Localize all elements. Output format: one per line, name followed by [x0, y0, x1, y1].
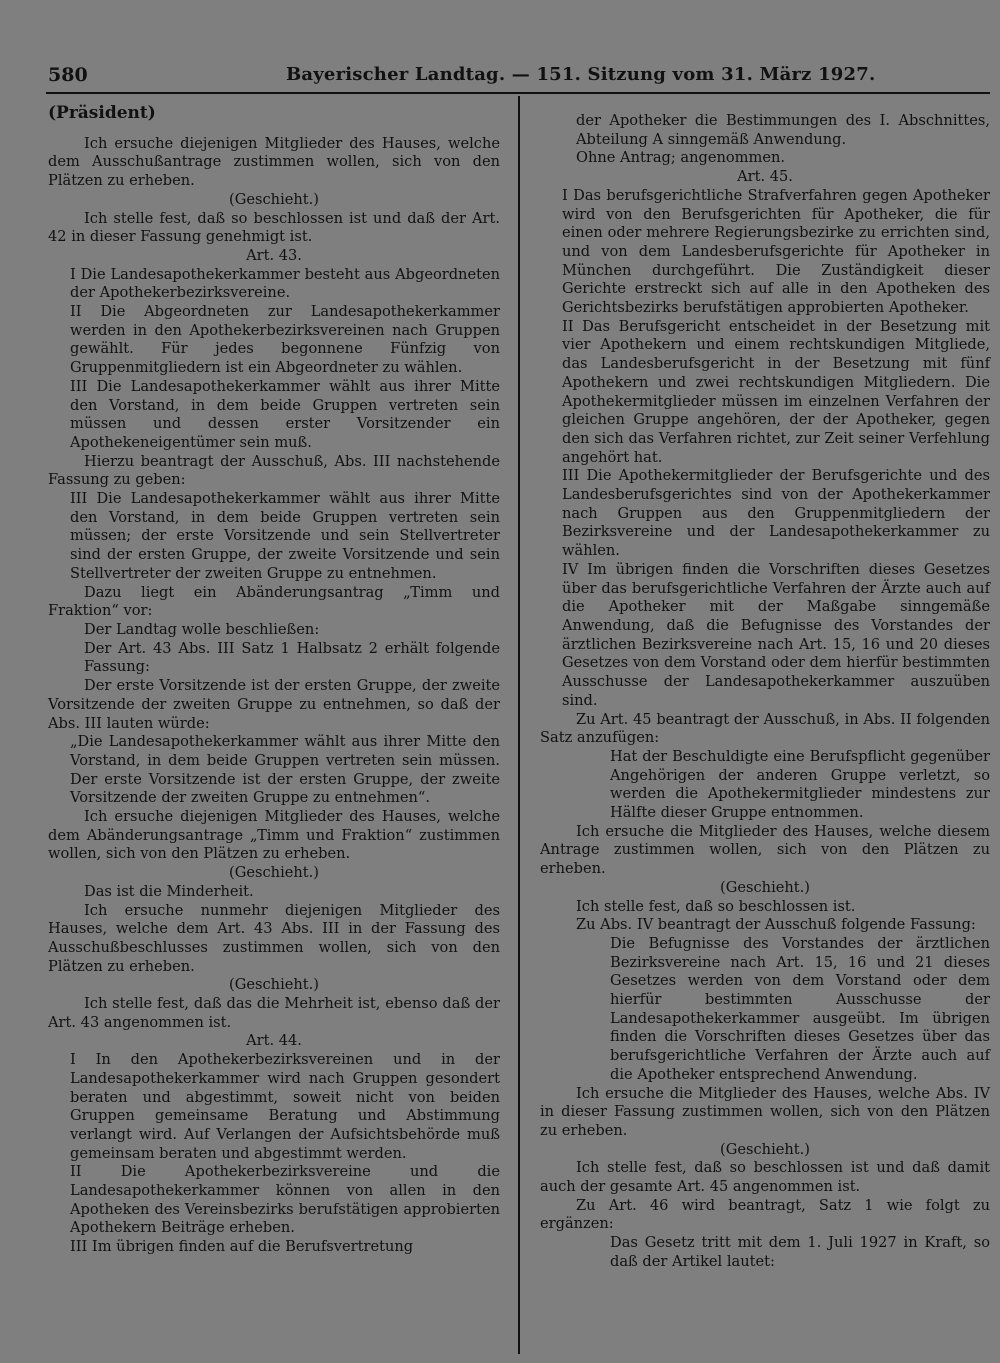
page-number: 580: [48, 64, 88, 86]
right-paragraph: (Geschieht.): [720, 878, 810, 896]
left-paragraph: Art. 44.: [246, 1032, 302, 1050]
header-rule: [46, 92, 990, 94]
left-paragraph: Ich stelle fest, daß so beschlossen ist und daß der Art. 42 in dieser Fassung genehmigt ist.: [48, 209, 500, 246]
left-paragraph: Hierzu beantragt der Ausschuß, Abs. III nachstehende Fassung zu geben:: [48, 452, 500, 489]
left-column: [48, 104, 500, 1257]
right-paragraph: Zu Art. 45 beantragt der Ausschuß, in Abs. II folgenden Satz anzufügen:: [540, 710, 990, 747]
left-paragraph: Der Landtag wolle beschließen:: [84, 620, 320, 638]
right-paragraph: Ich ersuche die Mitglieder des Hauses, welche diesem Antrage zustimmen wollen, sich von den Plätzen zu erheben.: [540, 822, 990, 878]
left-paragraph: „Die Landesapothekerkammer wählt aus ihrer Mitte den Vorstand, in dem beide Gruppen vertreten sein müssen. Der erste Vorsitzende ist der ersten Gruppe, der zweite Vorsitzende der zweiten Gruppe zu entnehmen“.: [70, 733, 500, 807]
left-paragraph: III Im übrigen finden auf die Berufsvertretung: [70, 1238, 414, 1256]
left-paragraph: Das ist die Minderheit.: [84, 882, 254, 900]
left-paragraph: Ich ersuche diejenigen Mitglieder des Hauses, welche dem Ausschußantrage zustimmen wollen, sich von den Plätzen zu erheben.: [48, 134, 500, 190]
left-paragraph: (Geschieht.): [229, 190, 319, 208]
right-paragraph: Zu Abs. IV beantragt der Ausschuß folgende Fassung:: [576, 916, 976, 934]
right-paragraph: Das Gesetz tritt mit dem 1. Juli 1927 in Kraft, so daß der Artikel lautet:: [610, 1234, 990, 1270]
left-paragraph: III Die Landesapothekerkammer wählt aus ihrer Mitte den Vorstand, in dem beide Gruppen vertreten sein müssen; der erste Vorsitzende und sein Stellvertreter sind der ersten Gruppe, der zweite Vorsitzende und sein Stellvertreter der zweiten Gruppe zu entnehmen.: [70, 490, 500, 582]
right-paragraph: III Die Apothekermitglieder der Berufsgerichte und des Landesberufsgerichtes sind von der Apothekerkammer nach Gruppen aus den Gruppenmitgliedern der Bezirksvereine und der Landesapothekerkammer zu wählen.: [562, 467, 990, 560]
right-paragraph: Art. 45.: [737, 168, 793, 186]
right-paragraph: (Geschieht.): [720, 1140, 810, 1158]
left-paragraph: Ich ersuche diejenigen Mitglieder des Hauses, welche dem Abänderungsantrage „Timm und Fraktion“ zustimmen wollen, sich von den Plätzen zu erheben.: [48, 808, 500, 863]
right-paragraph: Ich stelle fest, daß so beschlossen ist.: [576, 897, 856, 915]
right-paragraph: der Apotheker die Bestimmungen des I. Abschnittes, Abteilung A sinngemäß Anwendung.: [576, 112, 990, 148]
right-column: [540, 112, 990, 1272]
running-header: Bayerischer Landtag. — 151. Sitzung vom 31. März 1927.: [286, 64, 876, 85]
left-paragraph: II Die Apothekerbezirksvereine und die Landesapothekerkammer können von allen in den Apotheken des Vereinsbezirks berufstätigen approbierten Apothekern Beiträge erheben.: [70, 1163, 500, 1237]
left-paragraph: Dazu liegt ein Abänderungsantrag „Timm und Fraktion“ vor:: [48, 583, 500, 620]
left-paragraph: II Die Abgeordneten zur Landesapothekerkammer werden in den Apothekerbezirksvereinen nach Gruppen gewählt. Für jedes begonnene Fünfzig von Gruppenmitgliedern ist ein Abgeordneter zu wählen.: [70, 303, 500, 377]
left-paragraph: (Präsident): [48, 103, 156, 123]
right-paragraph: Ich ersuche die Mitglieder des Hauses, welche Abs. IV in dieser Fassung zustimmen wollen, sich von den Plätzen zu erheben.: [540, 1084, 990, 1139]
right-paragraph: Die Befugnisse des Vorstandes der ärztlichen Bezirksvereine nach Art. 15, 16 und 21 dieses Gesetzes werden von dem Vorstand oder dem hierfür bestimmten Ausschusse der Landesapothekerkammer ausgeübt. Im übrigen finden die Vorschriften dieses Gesetzes über das berufsgerichtliche Verfahren der Ärzte auch auf die Apotheker entsprechend Anwendung.: [610, 934, 990, 1083]
column-divider: [518, 96, 520, 1354]
left-paragraph: Der erste Vorsitzende ist der ersten Gruppe, der zweite Vorsitzende der zweiten Gruppe zu entnehmen, so daß der Abs. III lauten würde:: [48, 677, 500, 732]
left-paragraph: (Geschieht.): [229, 976, 319, 994]
left-paragraph: Der Art. 43 Abs. III Satz 1 Halbsatz 2 erhält folgende Fassung:: [84, 639, 500, 676]
left-paragraph: Ich ersuche nunmehr diejenigen Mitglieder des Hauses, welche dem Art. 43 Abs. III in der Fassung des Ausschußbeschlusses zustimmen wollen, sich von den Plätzen zu erheben.: [48, 901, 500, 975]
left-paragraph: (Geschieht.): [229, 864, 319, 882]
left-paragraph: III Die Landesapothekerkammer wählt aus ihrer Mitte den Vorstand, in dem beide Gruppen vertreten sein müssen und dessen erster Vorsitzender ein Apothekeneigentümer sein muß.: [70, 377, 500, 451]
right-paragraph: II Das Berufsgericht entscheidet in der Besetzung mit vier Apothekern und einem rechtskundigen Mitgliede, das Landesberufsgericht in der Besetzung mit fünf Apothekern und zwei rechtskundigen Mitgliedern. Die Apothekermitglieder müssen im einzelnen Verfahren der gleichen Gruppe angehören, der der Apotheker, gegen den sich das Verfahren richtet, zur Zeit seiner Verfehlung angehört hat.: [562, 317, 990, 466]
right-paragraph: Ich stelle fest, daß so beschlossen ist und daß damit auch der gesamte Art. 45 angenommen ist.: [540, 1159, 990, 1196]
left-paragraph: I Die Landesapothekerkammer besteht aus Abgeordneten der Apothekerbezirksvereine.: [70, 265, 500, 302]
right-paragraph: Hat der Beschuldigte eine Berufspflicht gegenüber Angehörigen der anderen Gruppe verletzt, so werden die Apothekermitglieder mindestens zur Hälfte dieser Gruppe entnommen.: [610, 747, 990, 822]
left-paragraph: Ich stelle fest, daß das die Mehrheit ist, ebenso daß der Art. 43 angenommen ist.: [48, 995, 500, 1031]
left-paragraph: I In den Apothekerbezirksvereinen und in der Landesapothekerkammer wird nach Gruppen gesondert beraten und abgestimmt, soweit nicht von beiden Gruppen gemeinsame Beratung und Abstimmung verlangt wird. Auf Verlangen der Aufsichtsbehörde muß gemeinsam beraten und abgestimmt werden.: [70, 1051, 500, 1162]
right-paragraph: IV Im übrigen finden die Vorschriften dieses Gesetzes über das berufsgerichtliche Verfahren der Ärzte auch auf die Apotheker mit der Maßgabe sinngemäße Anwendung, daß die Befugnisse des Vorstandes der ärztlichen Bezirksvereine nach Art. 15, 16 und 20 dieses Gesetzes von dem Vorstand oder dem hierfür bestimmten Ausschusse der Landesapothekerkammer auszuüben sind.: [562, 560, 990, 709]
right-paragraph: Ohne Antrag; angenommen.: [576, 149, 786, 167]
left-paragraph: Art. 43.: [246, 246, 302, 264]
right-paragraph: Zu Art. 46 wird beantragt, Satz 1 wie folgt zu ergänzen:: [540, 1196, 990, 1233]
right-paragraph: I Das berufsgerichtliche Strafverfahren gegen Apotheker wird von den Berufsgerichten für Apotheker, die für einen oder mehrere Regierungsbezirke zu errichten sind, und von dem Landesberufsgerichte für Apotheker in München durchgeführt. Die Zuständigkeit dieser Gerichte erstreckt sich auf alle in den Apotheken des Gerichtsbezirks berufstätigen approbierten Apotheker.: [562, 186, 990, 317]
